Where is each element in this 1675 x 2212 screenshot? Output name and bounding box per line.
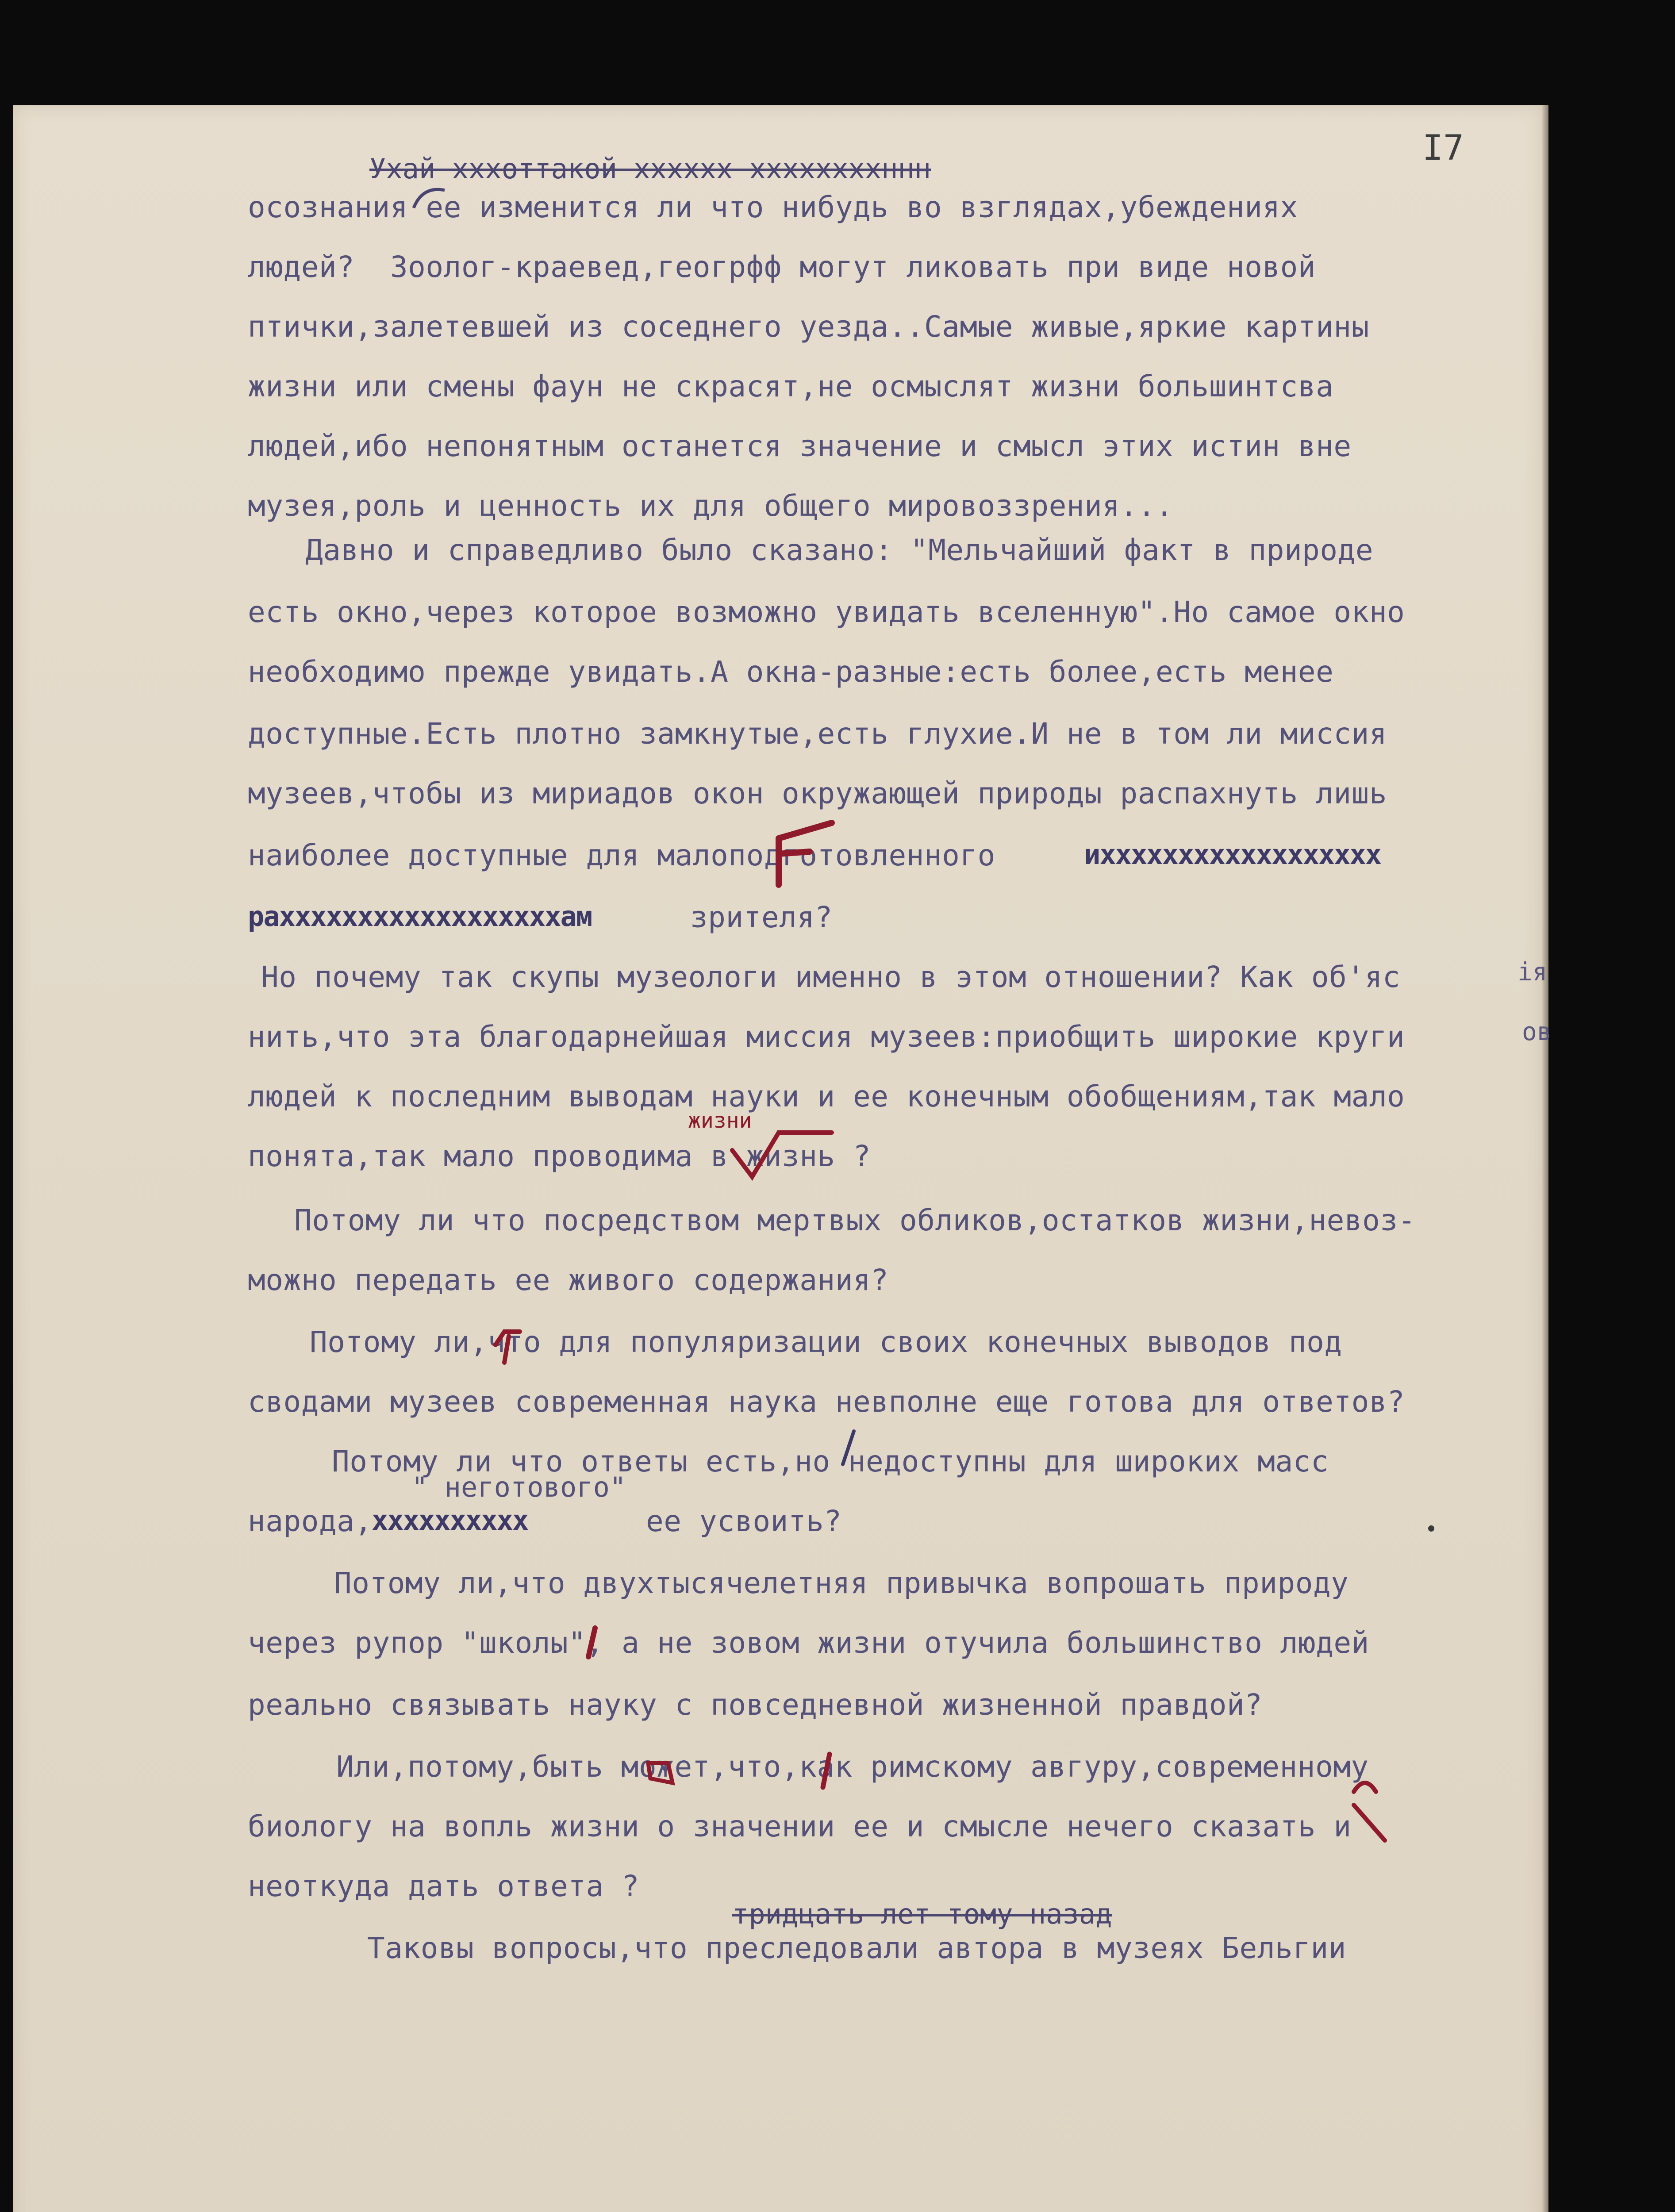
text-line-28: Или,потому,быть может,что,как римскому авгуру,современному — [336, 1750, 1369, 1784]
text-line-20: Потому ли,что для популяризации своих конечных выводов под — [310, 1325, 1342, 1359]
text-line-23: народа, — [248, 1504, 373, 1538]
text-line-7: Давно и справедливо было сказано: "Мельчайший факт в природе — [305, 533, 1374, 567]
text-line-27: реально связывать науку с повседневной жизненной правдой? — [248, 1688, 1263, 1722]
text-line-15: нить,что эта благодарнейшая миссия музеев:приобщить широкие круги — [248, 1020, 1405, 1054]
text-line-10: доступные.Есть плотно замкнутые,есть глухие.И не в том ли миссия — [248, 717, 1387, 751]
overtyped-text-2: раххххххххххххххххххам — [248, 900, 592, 933]
text-line-6: музея,роль и ценность их для общего мировоззрения... — [248, 489, 1174, 523]
overtyped-text-1: ихххххххххххххххххх — [1084, 838, 1381, 871]
text-line-26: через рупор "школы", а не зовом жизни отучила большинство людей — [248, 1626, 1369, 1660]
text-line-21: сводами музеев современная наука невполне еще готова для ответов? — [248, 1385, 1405, 1419]
text-line-14: Но почему так скупы музеологи именно в этом отношении? Как об'яс — [261, 960, 1401, 994]
text-line-30: неоткуда дать ответа ? — [248, 1869, 640, 1903]
text-line-2: людей? Зоолог-краевед,геогрфф могут ликовать при виде новой — [248, 250, 1316, 284]
struck-heading: Ухай хххоттакой хххххх ххххххххннн — [369, 153, 931, 185]
handwritten-correction: жизни — [688, 1108, 752, 1133]
text-line-9: необходимо прежде увидать.А окна-разные:есть более,есть менее — [248, 655, 1334, 689]
struck-phrase: тридцать лет тому назад — [732, 1898, 1112, 1930]
text-line-17: понята,так мало проводима в жизнь ? — [248, 1139, 871, 1173]
margin-note-1: ія — [1517, 958, 1548, 987]
text-line-5: людей,ибо непонятным останется значение и смысл этих истин вне — [248, 429, 1352, 463]
text-line-19: можно передать ее живого содержания? — [248, 1263, 889, 1297]
text-line-29: биологу на вопль жизни о значении ее и смысле нечего сказать и — [248, 1809, 1352, 1843]
text-line-24: ее усвоить? — [646, 1504, 842, 1538]
text-line-11: музеев,чтобы из мириадов окон окружающей природы распахнуть лишь — [248, 776, 1387, 810]
text-line-4: жизни или смены фаун не скрасят,не осмыслят жизни большинтсва — [248, 369, 1334, 403]
margin-note-2: ов — [1522, 1018, 1552, 1046]
text-line-31: Таковы вопросы,что преследовали автора в музеях Бельгии — [367, 1931, 1346, 1965]
overtyped-text-3: хххххххххх — [372, 1504, 528, 1536]
page-edge — [1542, 105, 1548, 2212]
page-number: I7 — [1422, 128, 1464, 168]
text-line-1: осознания ее изменится ли что нибудь во взглядах,убеждениях — [248, 190, 1298, 224]
text-line-22: Потому ли что ответы есть,но недоступны для широких масс — [332, 1444, 1329, 1479]
text-line-25: Потому ли,что двухтысячелетняя привычка вопрошать природу — [334, 1566, 1349, 1600]
text-line-12: наиболее доступные для малоподготовленного — [248, 838, 995, 872]
text-line-13: зрителя? — [690, 900, 833, 934]
text-line-18: Потому ли что посредством мертвых обликов,остатков жизни,невоз- — [294, 1203, 1416, 1237]
text-line-8: есть окно,через которое возможно увидать вселенную".Но самое окно — [248, 595, 1405, 629]
text-line-3: птички,залетевшей из соседнего уезда..Самые живые,яркие картины — [248, 310, 1369, 344]
interlinear-insert: " неготового" — [411, 1471, 626, 1503]
text-line-16: людей к последним выводам науки и ее конечным обобщениям,так мало — [248, 1079, 1405, 1114]
